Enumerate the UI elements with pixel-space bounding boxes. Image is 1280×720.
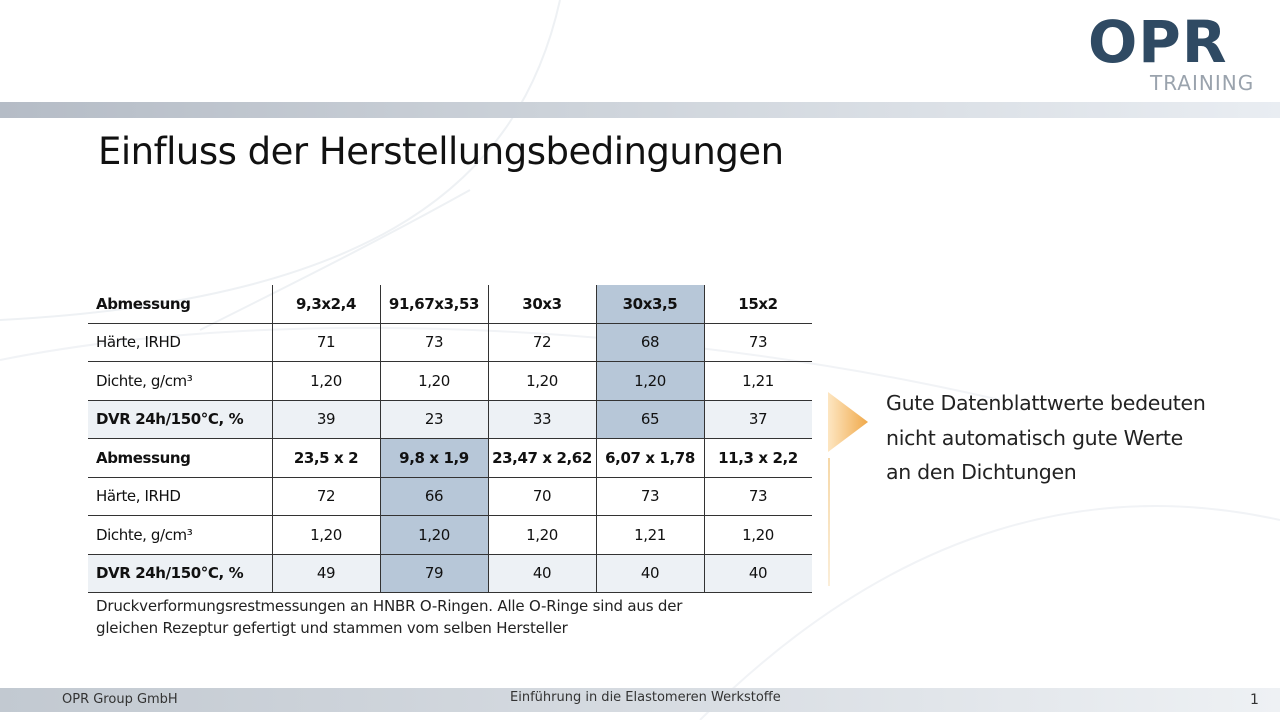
- table-row: [88, 362, 812, 401]
- footer-course: Einführung in die Elastomeren Werkstoffe: [510, 690, 781, 705]
- header-band: [0, 102, 1280, 118]
- table-row: [88, 323, 812, 362]
- table-cell: 6,07 x 1,78: [596, 439, 704, 478]
- chevron-right-icon: [826, 392, 868, 452]
- table-cell: 1,20: [380, 362, 488, 401]
- table-cell: 1,20: [272, 362, 380, 401]
- table-row: [88, 516, 812, 555]
- table-cell-highlighted: 65: [596, 400, 704, 439]
- table-cell: 33: [488, 400, 596, 439]
- row-label: Härte, IRHD: [88, 477, 272, 516]
- table-row: [88, 285, 812, 323]
- table-cell: 37: [704, 400, 812, 439]
- table-cell: 40: [596, 554, 704, 593]
- table-cell: 73: [596, 477, 704, 516]
- table-cell: 1,21: [596, 516, 704, 555]
- logo-training-text: TRAINING: [1150, 71, 1255, 95]
- callout-text: [886, 386, 1246, 490]
- table-cell: 1,20: [488, 516, 596, 555]
- footnote-line: gleichen Rezeptur gefertigt und stammen vom selben Hersteller: [96, 619, 568, 637]
- table-cell: 9,3x2,4: [272, 285, 380, 323]
- opr-training-logo: [1086, 8, 1266, 100]
- table-cell: 1,20: [272, 516, 380, 555]
- row-label: Abmessung: [88, 439, 272, 478]
- table-cell-highlighted: 66: [380, 477, 488, 516]
- table-cell: 30x3: [488, 285, 596, 323]
- table-cell: 40: [704, 554, 812, 593]
- callout-line: an den Dichtungen: [886, 460, 1077, 484]
- table-cell-highlighted: 30x3,5: [596, 285, 704, 323]
- row-label: Dichte, g/cm³: [88, 362, 272, 401]
- measurement-table: [88, 285, 812, 593]
- row-label: Abmessung: [88, 285, 272, 323]
- table-footnote: [96, 595, 796, 639]
- table-row: [88, 400, 812, 439]
- table-cell: 23,5 x 2: [272, 439, 380, 478]
- table-cell: 15x2: [704, 285, 812, 323]
- table-cell: 23,47 x 2,62: [488, 439, 596, 478]
- table-cell: 39: [272, 400, 380, 439]
- footer-company: OPR Group GmbH: [62, 692, 178, 707]
- table-cell-highlighted: 1,20: [596, 362, 704, 401]
- table-row: [88, 477, 812, 516]
- table-cell: 1,20: [704, 516, 812, 555]
- table-cell: 11,3 x 2,2: [704, 439, 812, 478]
- table-cell: 73: [704, 477, 812, 516]
- table-cell: 91,67x3,53: [380, 285, 488, 323]
- table-cell: 40: [488, 554, 596, 593]
- table-row: [88, 439, 812, 478]
- table-row: [88, 554, 812, 593]
- page-number: 1: [1250, 692, 1259, 708]
- table-cell: 1,20: [488, 362, 596, 401]
- table-cell: 1,21: [704, 362, 812, 401]
- table-cell-highlighted: 1,20: [380, 516, 488, 555]
- row-label: Dichte, g/cm³: [88, 516, 272, 555]
- table-cell: 49: [272, 554, 380, 593]
- table-cell-highlighted: 9,8 x 1,9: [380, 439, 488, 478]
- table-cell-highlighted: 68: [596, 323, 704, 362]
- callout-line: Gute Datenblattwerte bedeuten: [886, 391, 1206, 415]
- slide-title: Einfluss der Herstellungsbedingungen: [98, 130, 784, 173]
- table-cell: 70: [488, 477, 596, 516]
- table-cell-highlighted: 79: [380, 554, 488, 593]
- table-cell: 72: [272, 477, 380, 516]
- table-cell: 23: [380, 400, 488, 439]
- row-label: DVR 24h/150°C, %: [88, 400, 272, 439]
- table-cell: 71: [272, 323, 380, 362]
- table-cell: 73: [380, 323, 488, 362]
- row-label: Härte, IRHD: [88, 323, 272, 362]
- divider-line: [828, 458, 830, 586]
- logo-opr-text: OPR: [1088, 8, 1228, 76]
- row-label: DVR 24h/150°C, %: [88, 554, 272, 593]
- footnote-line: Druckverformungsrestmessungen an HNBR O-Ringen. Alle O-Ringe sind aus der: [96, 597, 683, 615]
- callout-line: nicht automatisch gute Werte: [886, 425, 1183, 450]
- table-cell: 73: [704, 323, 812, 362]
- table-cell: 72: [488, 323, 596, 362]
